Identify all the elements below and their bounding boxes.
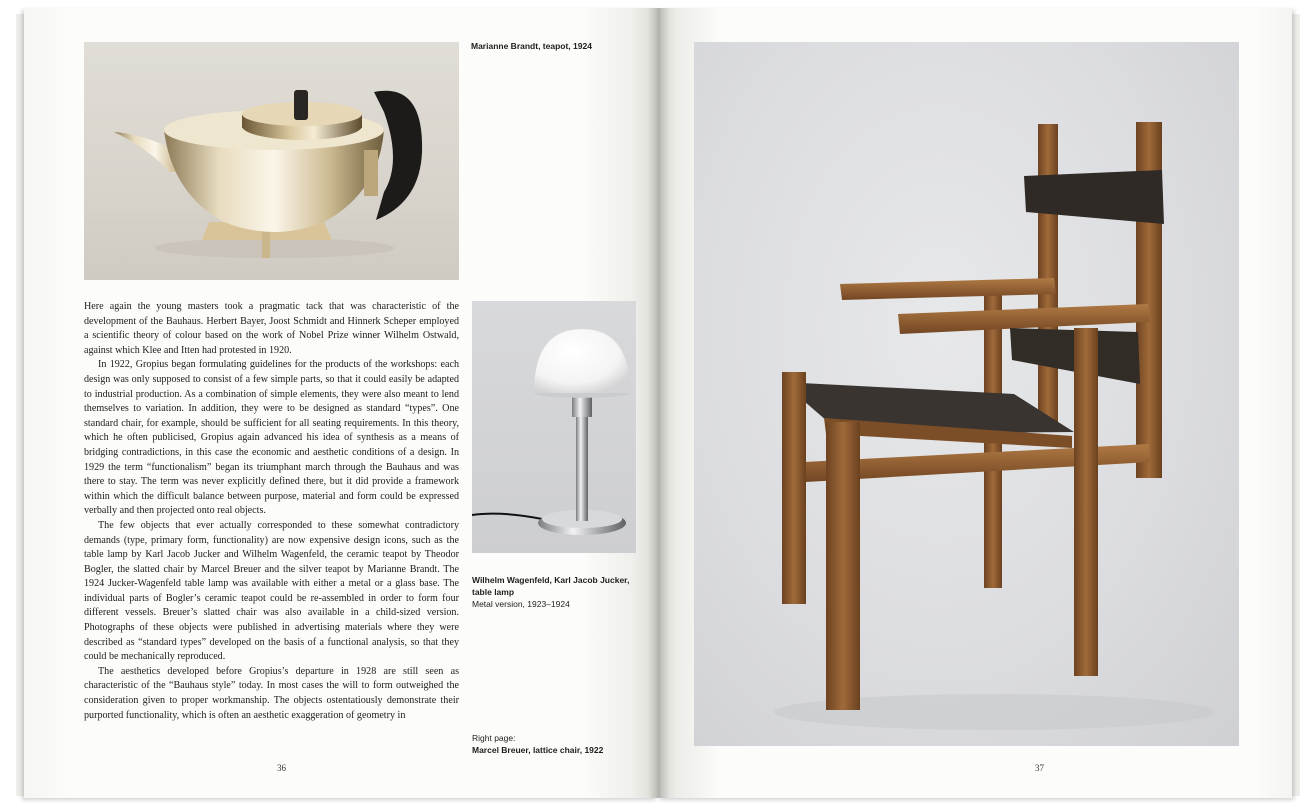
book-gutter bbox=[648, 8, 670, 798]
teapot-caption: Marianne Brandt, teapot, 1924 bbox=[471, 41, 592, 51]
paragraph: The aesthetics developed before Gropius’s departure in 1928 are still seen as characteristic of the “Bauhaus style” today. In most cases the will to form outweighed the consideration given to proper workmanship. The objects ostentatiously demonstrate their purported functionality, which is often an aesthetic exaggeration of geometry in bbox=[84, 665, 459, 721]
teapot-photo bbox=[84, 42, 459, 280]
page-number-left: 36 bbox=[277, 763, 286, 773]
chair-photo bbox=[694, 42, 1239, 746]
lamp-illustration bbox=[472, 301, 636, 553]
chair-illustration bbox=[694, 42, 1239, 746]
lamp-photo bbox=[472, 301, 636, 553]
lamp-caption-subtitle: Metal version, 1923–1924 bbox=[472, 599, 570, 609]
lamp-caption bbox=[472, 574, 632, 610]
body-text bbox=[84, 300, 459, 723]
page-number-right: 37 bbox=[1035, 763, 1044, 773]
lamp-caption-title: Wilhelm Wagenfeld, Karl Jacob Jucker, table lamp bbox=[472, 575, 630, 597]
paragraph: In 1922, Gropius began formulating guidelines for the products of the workshops: each design was only supposed to consist of a few simple parts, so that it could easily be adapted to industrial production. As a combination of simple elements, they were also meant to lend themselves to variation. In addition, they were to be designed as standard “types”. One standard chair, for example, should be sufficient for all seating requirements. In this theory, which he often publicised, Gropius again advanced his idea of synthesis as a means of bridging contradictions, in this case the economic and aesthetic conditions of a design. In 1929 the term “functionalism” began its triumphant march through the Bauhaus and was there to stay. The term was never explicitly defined there, but it did provide a framework within which the difficult balance between purpose, material and form could be expressed verbally and then projected onto real objects. bbox=[84, 359, 459, 517]
paragraph: Here again the young masters took a pragmatic tack that was characteristic of the development of the Bauhaus. Herbert Bayer, Joost Schmidt and Hinnerk Scheper employed a scientific theory of colour based on the work of Nobel Prize winner Wilhelm Ostwald, against which Klee and Itten had protested in 1920. bbox=[84, 301, 459, 356]
teapot-illustration bbox=[84, 42, 459, 280]
paragraph: The few objects that ever actually corresponded to these somewhat contradictory demands (type, primary form, functionality) are now expensive design icons, such as the table lamp by Karl Jacob Jucker and Wilhelm Wagenfeld, the ceramic teapot by Theodor Bogler, the slatted chair by Marcel Breuer and the silver teapot by Marianne Brandt. The 1924 Jucker-Wagenfeld table lamp was available with either a metal or a glass base. The individual parts of Bogler’s ceramic teapot could be re-assembled in order to form four different vessels. Breuer’s slatted chair was also available in a child-sized version. Photographs of these objects were published in advertising materials where they were described as “standard types” developed on the basis of a functional analysis, so that they could be mechanically reproduced. bbox=[84, 519, 459, 663]
right-page-caption-title: Marcel Breuer, lattice chair, 1922 bbox=[472, 745, 604, 755]
right-page-caption bbox=[472, 732, 632, 756]
right-page-caption-prefix: Right page: bbox=[472, 733, 516, 743]
